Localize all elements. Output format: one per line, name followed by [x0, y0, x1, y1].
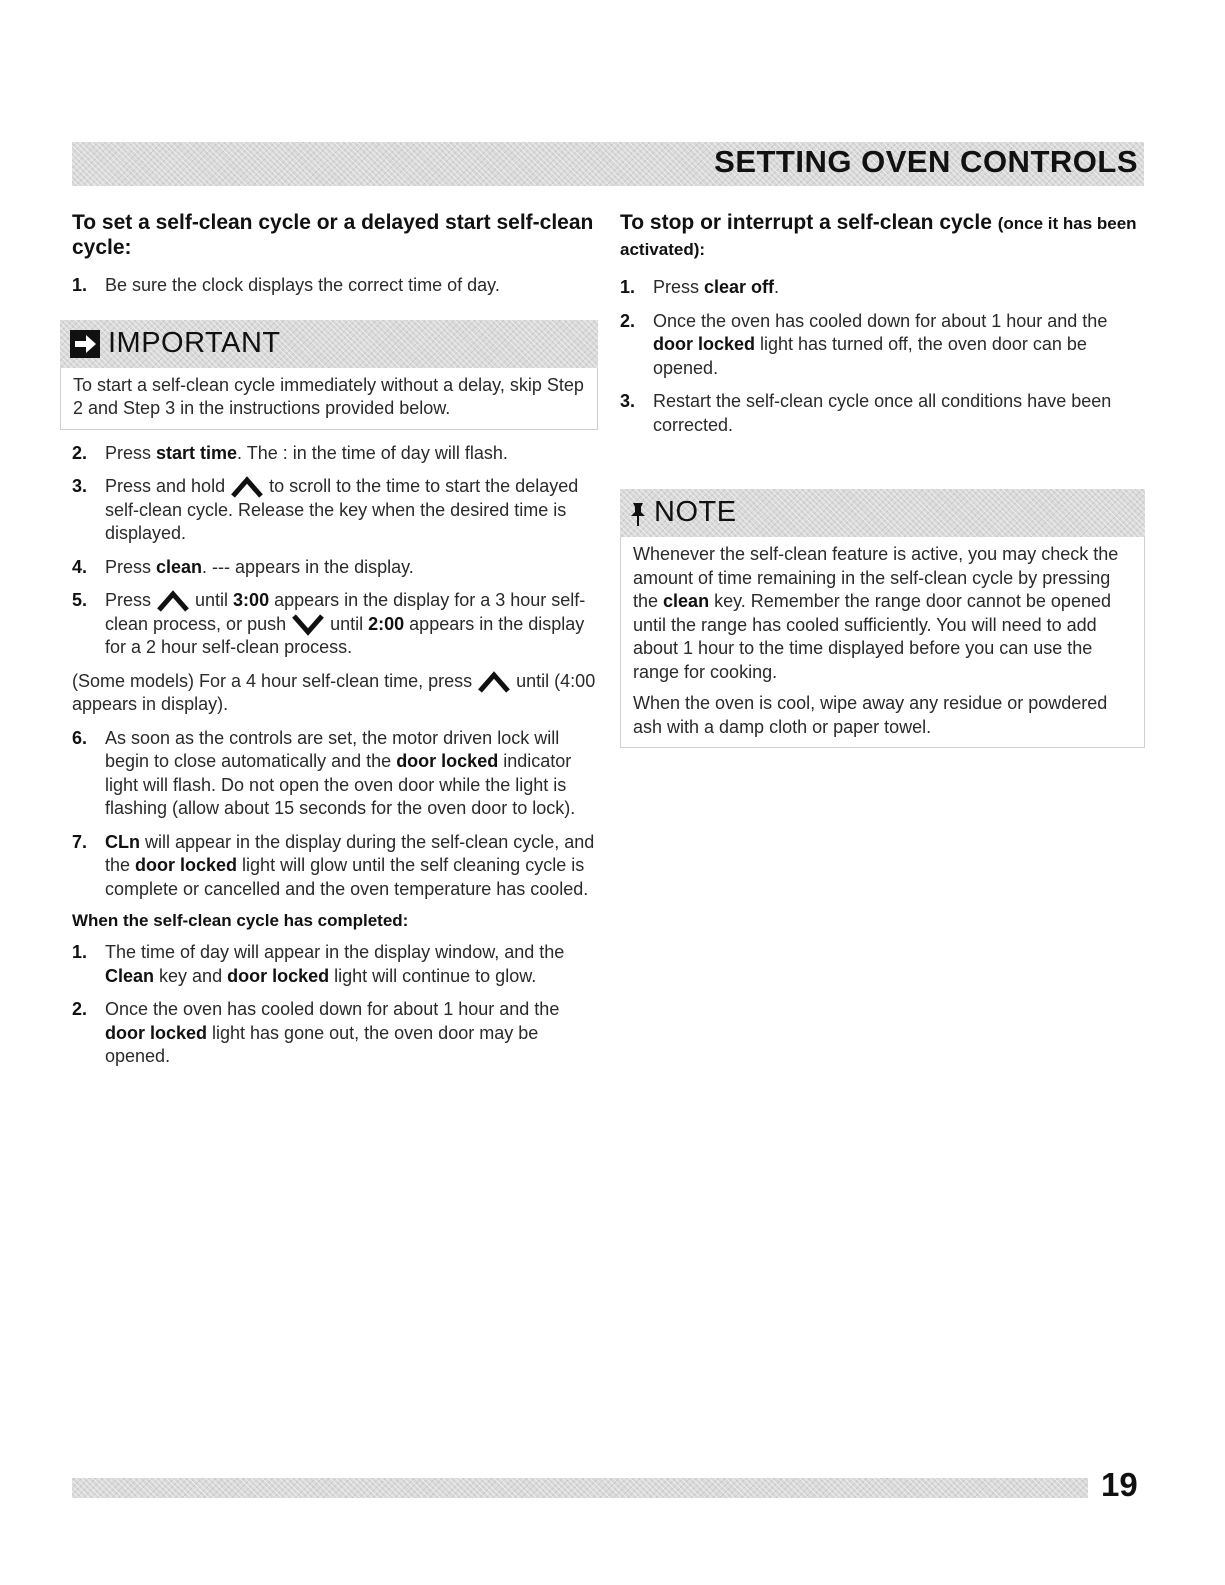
important-title: IMPORTANT: [108, 326, 281, 359]
setup-steps-final: [72, 727, 600, 902]
indicator-label: door locked: [105, 1022, 208, 1043]
step-number: 6.: [72, 727, 88, 748]
step-text: Press and hold: [105, 476, 231, 496]
list-item: [72, 475, 600, 546]
step-text: .: [774, 277, 780, 297]
up-arrow-icon: [477, 671, 511, 693]
note-text: until (4:00 appears in display).: [72, 670, 596, 714]
note-text: Whenever the self-clean feature is active, you may check the amount of time remaining in the self-clean cycle by pressing the: [633, 544, 1119, 611]
heading-text: To stop or interrupt a self-clean cycle: [620, 211, 998, 234]
step-text: Press: [105, 556, 157, 577]
models-note: [72, 670, 600, 717]
step-number: 2.: [620, 310, 636, 331]
step-text: key and: [154, 965, 228, 986]
step-number: 2.: [72, 442, 88, 463]
note-text: key. Remember the range door cannot be opened until the range has cooled sufficiently. You will need to add about 1 hour to the time displayed before you can use the range for cooking.: [633, 591, 1111, 682]
section-header-band: [72, 142, 1144, 186]
note-callout: [620, 489, 1145, 748]
setup-steps: [72, 274, 600, 298]
list-item: [72, 831, 600, 902]
display-code: CLn: [105, 831, 140, 852]
step-number: 5.: [72, 590, 88, 610]
list-item: [72, 442, 600, 466]
completed-steps: [72, 941, 600, 1069]
list-item: [72, 589, 600, 660]
key-label: start time: [156, 442, 238, 463]
step-text: light has turned off, the oven door can be opened.: [653, 334, 1087, 378]
step-text: . The : in the time of day will flash.: [237, 442, 508, 463]
indicator-label: door locked: [227, 965, 330, 986]
step-text: indicator light will flash. Do not open the oven door while the light is flashing (allow about 15 seconds for the oven door to lock).: [105, 751, 576, 818]
step-number: 1.: [620, 277, 636, 297]
important-callout: [60, 320, 598, 430]
step-text: will appear in the display during the self-clean cycle, and the: [105, 831, 595, 875]
heading-qualifier: (once it has been activated):: [620, 214, 1137, 259]
step-text: to scroll to the time to start the delayed self-clean cycle. Release the key when the desired time is displayed.: [105, 476, 579, 543]
note-callout-header: [620, 489, 1145, 537]
down-arrow-icon: [291, 614, 325, 636]
note-paragraph: When the oven is cool, wipe away any residue or powdered ash with a damp cloth or paper towel.: [633, 693, 1108, 737]
time-value: 3:00: [233, 590, 270, 610]
step-text: light will continue to glow.: [329, 965, 537, 986]
indicator-label: door locked: [135, 855, 238, 875]
step-number: 1.: [72, 942, 88, 962]
note-body: [620, 537, 1145, 748]
setup-steps-continued: [72, 442, 600, 660]
step-text: Restart the self-clean cycle once all conditions have been corrected.: [653, 391, 1112, 435]
step-text: until: [190, 590, 234, 610]
note-text: (Some models) For a 4 hour self-clean time, press: [72, 670, 478, 691]
note-title: NOTE: [654, 496, 737, 528]
step-text: Press: [653, 277, 705, 297]
step-text: appears in the display for a 2 hour self-clean process.: [105, 613, 585, 657]
key-label: clean: [663, 591, 710, 611]
step-text: light has gone out, the oven door may be opened.: [105, 1022, 539, 1066]
stop-clean-heading: [620, 210, 1145, 262]
indicator-label: door locked: [396, 751, 499, 771]
list-item: [72, 556, 600, 580]
page-number: 19: [1101, 1466, 1138, 1503]
pushpin-icon: [628, 501, 648, 527]
step-text: Press: [105, 442, 157, 463]
key-label: clean: [156, 556, 203, 577]
up-arrow-icon: [156, 590, 190, 612]
stop-steps: [620, 276, 1145, 437]
step-text: appears in the display for a 3 hour self-clean process, or push: [105, 590, 586, 634]
step-number: 3.: [620, 391, 636, 411]
list-item: [72, 274, 600, 298]
step-text: As soon as the controls are set, the motor driven lock will begin to close automatically and the: [105, 727, 560, 771]
list-item: [72, 998, 600, 1069]
completed-heading: When the self-clean cycle has completed:: [72, 911, 409, 930]
note-paragraph: [633, 543, 1134, 684]
indicator-label: door locked: [653, 334, 756, 354]
time-value: 2:00: [368, 613, 405, 634]
important-callout-header: [60, 320, 598, 368]
left-column: [72, 210, 600, 1079]
arrow-right-icon: [70, 330, 100, 358]
step-number: 2.: [72, 999, 88, 1019]
list-item: [620, 276, 1145, 300]
self-clean-heading: To set a self-clean cycle or a delayed start self-clean cycle:: [72, 211, 594, 259]
step-text: . --- appears in the display.: [202, 556, 414, 577]
step-number: 7.: [72, 831, 88, 852]
step-number: 4.: [72, 556, 88, 577]
up-arrow-icon: [230, 476, 264, 498]
step-text: Once the oven has cooled down for about 1 hour and the: [653, 310, 1108, 331]
step-text: Be sure the clock displays the correct time of day.: [105, 275, 500, 295]
list-item: [72, 727, 600, 821]
step-number: 1.: [72, 275, 88, 295]
step-text: Press: [105, 590, 157, 610]
important-body: [60, 368, 598, 430]
section-title: SETTING OVEN CONTROLS: [714, 144, 1138, 179]
key-label: Clean: [105, 965, 155, 986]
step-number: 3.: [72, 476, 88, 496]
step-text: until: [325, 613, 369, 634]
list-item: [620, 390, 1145, 437]
step-text: light will glow until the self cleaning cycle is complete or cancelled and the oven temperature has cooled.: [105, 855, 589, 899]
step-text: Once the oven has cooled down for about 1 hour and the: [105, 999, 560, 1019]
key-label: clear off: [704, 277, 775, 297]
list-item: [620, 310, 1145, 381]
important-text: To start a self-clean cycle immediately without a delay, skip Step 2 and Step 3 in the instructions provided below.: [73, 374, 584, 418]
list-item: [72, 941, 600, 988]
right-column: [620, 210, 1145, 748]
step-text: The time of day will appear in the display window, and the: [105, 942, 565, 962]
footer-band: [72, 1478, 1088, 1498]
